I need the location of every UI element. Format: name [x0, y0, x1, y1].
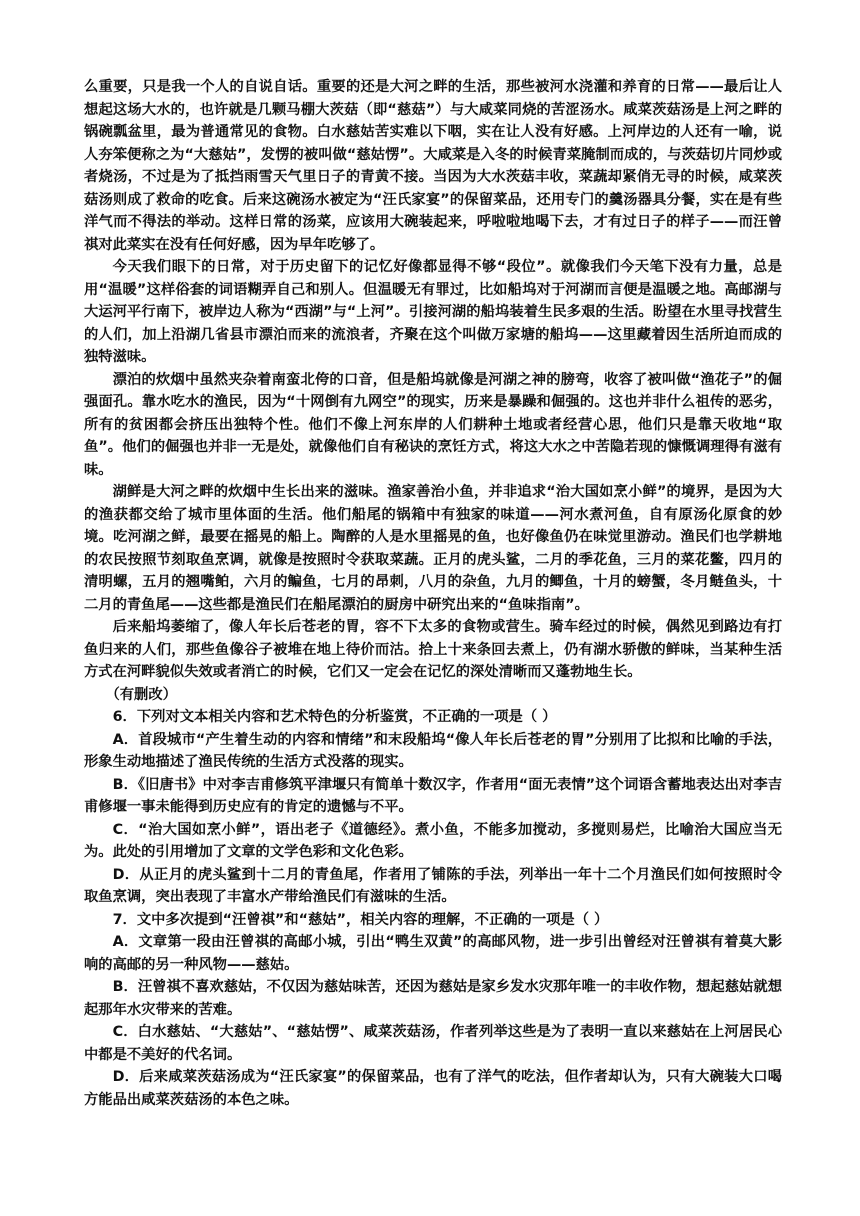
article-paragraph-4: 湖鲜是大河之畔的炊烟中生长出来的滋味。渔家善治小鱼，并非追求“治大国如烹小鲜”的境界，是因为大的渔获都交给了城市里体面的生活。他们船尾的锅箱中有独家的味道——河水煮河鱼，自有原汤化原食的妙境。吃河湖之鲜，最要在摇晃的船上。陶醉的人是水里摇晃的鱼，也好像鱼仍在味觉里游动。渔民们也学耕地的农民按照节刻取鱼烹调，就像是按照时令获取菜蔬。正月的虎头鲨，二月的季花鱼，三月的菜花鳖，四月的清明螺，五月的翘嘴鲌，六月的鳊鱼，七月的昂刺，八月的杂鱼，九月的鲫鱼，十月的螃蟹，冬月鲢鱼头，十二月的青鱼尾——这些都是渔民们在船尾漂泊的厨房中研究出来的“鱼味指南”。 — [84, 484, 782, 613]
question-6-stem: 6．下列对文本相关内容和艺术特色的分析鉴赏，不正确的一项是（ ） — [112, 709, 557, 725]
question-7-option-a: A．文章第一段由汪曾祺的高邮小城，引出“鸭生双黄”的高邮风物，进一步引出曾经对汪曾祺有着莫大影响的高邮的另一种风物——慈姑。 — [84, 934, 782, 973]
question-7-option-d: D．后来咸菜茨菇汤成为“汪氏家宴”的保留菜品，也有了洋气的吃法，但作者却认为，只有大碗装大口喝方能品出咸菜茨菇汤的本色之味。 — [84, 1069, 782, 1108]
article-paragraph-5: 后来船坞萎缩了，像人年长后苍老的胃，容不下太多的食物或营生。骑车经过的时候，偶然见到路边有打鱼归来的人们，那些鱼像谷子被堆在地上待价而沽。拾上十来条回去煮上，仍有湖水骄傲的鲜味，当某种生活方式在河畔貌似失效或者消亡的时候，它们又一定会在记忆的深处清晰而又蓬勃地生长。 — [84, 619, 782, 680]
article-paragraph-1: 么重要，只是我一个人的自说自话。重要的还是大河之畔的生活，那些被河水浇灌和养育的日常——最后让人想起这场大水的，也许就是几颗马棚大茨菇（即“慈菇”）与大咸菜同烧的苦涩汤水。咸菜茨菇汤是上河之畔的锅碗瓢盆里，最为普通常见的食物。白水慈姑苦实难以下咽，实在让人没有好感。上河岸边的人还有一喻，说人夯笨便称之为“大慈姑”，发愣的被叫做“慈姑愣”。大咸菜是入冬的时候青菜腌制而成的，与茨菇切片同炒或者烧汤，不过是为了抵挡雨雪天气里日子的青黄不接。当因为大水茨菇丰收，菜蔬却紧俏无寻的时候，咸菜茨菇汤则成了救命的吃食。后来这碗汤水被定为“汪氏家宴”的保留菜品，还用专门的羹汤器具分餐，实在是有些洋气而不得法的举动。这样日常的汤菜，应该用大碗装起来，呼啦啦地喝下去，才有过日子的样子——而汪曾祺对此菜实在没有任何好感，因为早年吃够了。 — [84, 79, 782, 253]
question-7-option-b: B．汪曾祺不喜欢慈姑，不仅因为慈姑味苦，还因为慈姑是家乡发水灾那年唯一的丰收作物，想起慈姑就想起那年水灾带来的苦难。 — [84, 979, 782, 1018]
edit-note: （有删改） — [105, 686, 177, 703]
article-paragraph-3: 漂泊的炊烟中虽然夹杂着南蛮北侉的口音，但是船坞就像是河湖之神的膀弯，收容了被叫做“渔花子”的倔强面孔。靠水吃水的渔民，因为“十网倒有九网空”的现实，历来是暴躁和倔强的。这也并非什么祖传的恶劣，所有的贫困都会挤压出独特个性。他们不像上河东岸的人们耕种土地或者经营心思，他们只是靠天收地“取鱼”。他们的倔强也并非一无是处，就像他们自有秘诀的烹饪方式，将这大水之中苦隐若现的慷慨调理得有滋有味。 — [84, 371, 782, 478]
question-7-stem: 7．文中多次提到“汪曾祺”和“慈姑”，相关内容的理解，不正确的一项是（ ） — [112, 911, 609, 928]
question-6-option-a: A．首段城市“产生着生动的内容和情绪”和末段船坞“像人年长后苍老的胃”分别用了比拟和比喻的手法，形象生动地描述了渔民传统的生活方式没落的现实。 — [84, 731, 782, 770]
question-6-option-d: D．从正月的虎头鲨到十二月的青鱼尾，作者用了铺陈的手法，列举出一年十二个月渔民们如何按照时令取鱼烹调，突出表现了丰富水产带给渔民们有滋味的生活。 — [84, 866, 782, 905]
article-paragraph-2: 今天我们眼下的日常，对于历史留下的记忆好像都显得不够“段位”。就像我们今天笔下没有力量，总是用“温暖”这样俗套的词语糊弄自己和别人。但温暖无有罪过，比如船坞对于河湖而言便是温暖之地。高邮湖与大运河平行南下，被岸边人称为“西湖”与“上河”。引接河湖的船坞装着生民多艰的生活。盼望在水里寻找营生的人们，加上沿湖几省县市漂泊而来的流浪者，齐聚在这个叫做万家塘的船坞——这里藏着因生活所迫而成的独特滋味。 — [84, 259, 782, 365]
question-6-option-c: C．“治大国如烹小鲜”，语出老子《道德经》。煮小鱼，不能多加搅动，多搅则易烂，比喻治大国应当无为。此处的引用增加了文章的文学色彩和文化色彩。 — [84, 821, 782, 860]
question-7-option-c: C．白水慈姑、“大慈姑”、“慈姑愣”、咸菜茨菇汤，作者列举这些是为了表明一直以来慈姑在上河居民心中都是不美好的代名词。 — [84, 1024, 782, 1063]
question-6-option-b: B．《旧唐书》中对李吉甫修筑平津堰只有简单十数汉字，作者用“面无表情”这个词语含蓄地表达出对李吉甫修堰一事未能得到历史应有的肯定的遗憾与不平。 — [84, 776, 782, 815]
